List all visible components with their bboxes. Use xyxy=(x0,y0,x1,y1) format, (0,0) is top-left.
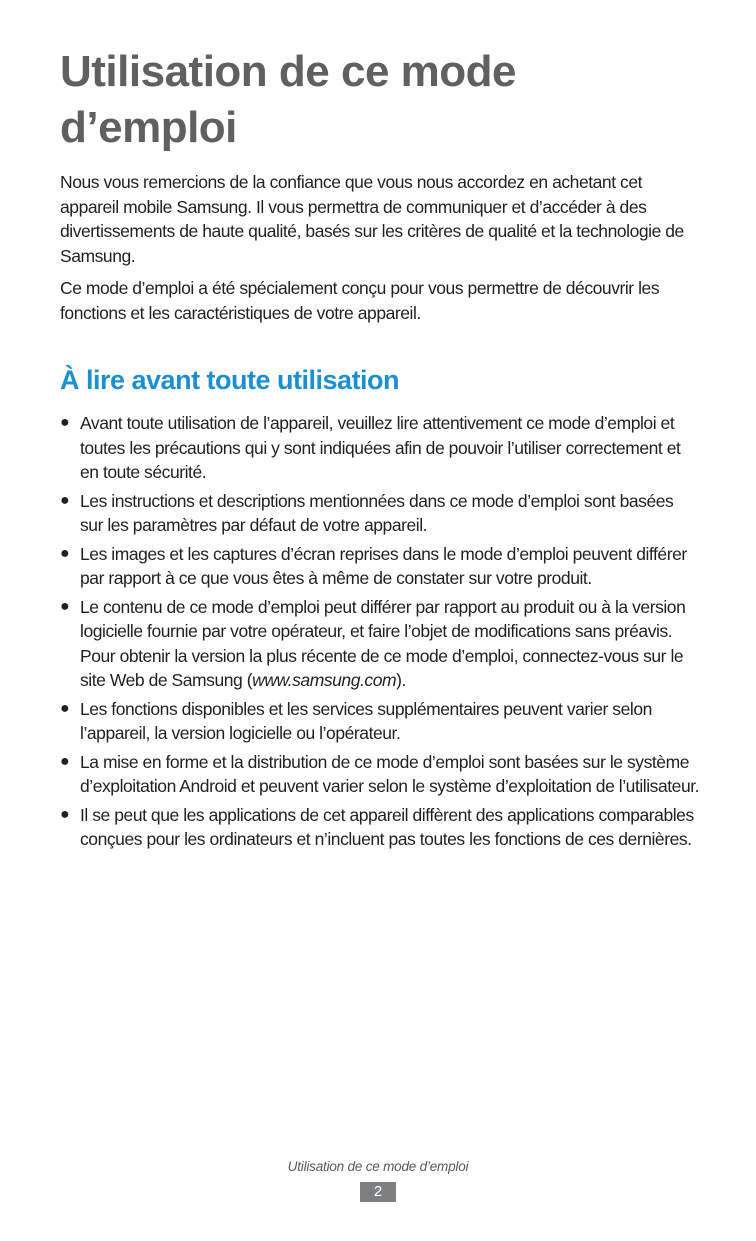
list-item-text: Il se peut que les applications de cet appareil diffèrent des applications comparables conçues pour les ordinateurs et n’incluent pas toutes les fonctions de ces dernières. xyxy=(80,804,694,849)
footer-section-label: Utilisation de ce mode d’emploi xyxy=(287,1159,469,1174)
list-item-text: Les instructions et descriptions mentionnées dans ce mode d’emploi sont basées sur les paramètres par défaut de votre appareil. xyxy=(80,490,674,535)
list-item-text: Les fonctions disponibles et les services supplémentaires peuvent varier selon l’appareil, la version logicielle ou l’opérateur. xyxy=(80,698,652,743)
manual-page xyxy=(60,44,700,856)
list-item xyxy=(60,697,700,746)
bullet-icon: ● xyxy=(60,699,70,717)
bullet-icon: ● xyxy=(60,414,70,431)
list-item-text: La mise en forme et la distribution de ce mode d’emploi sont basées sur le système d’exploitation Android et peuvent varier selon le système d’exploitation de l’utilisateur. xyxy=(80,751,700,796)
bullet-icon: ● xyxy=(60,752,70,770)
intro-paragraph: Nous vous remercions de la confiance que vous nous accordez en achetant cet appareil mobile Samsung. Il vous permettra de communiquer et d’accéder à des divertissements de haute qualité, basés sur les critères de qualité et la technologie de Samsung. xyxy=(60,172,684,266)
bullet-icon: ● xyxy=(60,544,70,562)
bullet-icon: ● xyxy=(60,491,70,509)
intro-paragraph: Ce mode d’emploi a été spécialement conçu pour vous permettre de découvrir les fonctions et les caractéristiques de votre appareil. xyxy=(60,278,660,323)
list-item-text-before-link: Le contenu de ce mode d’emploi peut différer par rapport au produit ou à la version logicielle fournie par votre opérateur, et faire l’objet de modifications sans préavis. Pour obtenir la version la plus récente de ce mode d’emploi, connectez-vous sur le site Web de Samsung ( xyxy=(80,596,686,690)
list-item xyxy=(60,595,700,693)
precautions-list xyxy=(60,411,700,852)
list-item xyxy=(60,803,700,852)
list-item xyxy=(60,750,700,799)
list-item xyxy=(60,489,700,538)
list-item-text-after-link: ). xyxy=(396,670,406,690)
page-title: Utilisation de ce mode d’emploi xyxy=(60,47,516,152)
list-item-text: Les images et les captures d’écran reprises dans le mode d’emploi peuvent différer par rapport à ce que vous êtes à même de constater sur votre produit. xyxy=(80,543,687,588)
list-item xyxy=(60,542,700,591)
list-item xyxy=(60,411,700,485)
bullet-icon: ● xyxy=(60,805,70,823)
bullet-icon: ● xyxy=(60,597,70,615)
list-item-text: Avant toute utilisation de l’appareil, veuillez lire attentivement ce mode d’emploi et toutes les précautions qui y sont indiquées afin de pouvoir l’utiliser correctement et en toute sécurité. xyxy=(80,413,681,482)
samsung-website-link[interactable]: www.samsung.com xyxy=(252,670,397,690)
page-footer xyxy=(0,1158,756,1202)
page-number-badge: 2 xyxy=(360,1182,396,1202)
section-heading: À lire avant toute utilisation xyxy=(60,365,400,395)
list-item-text xyxy=(80,597,685,691)
